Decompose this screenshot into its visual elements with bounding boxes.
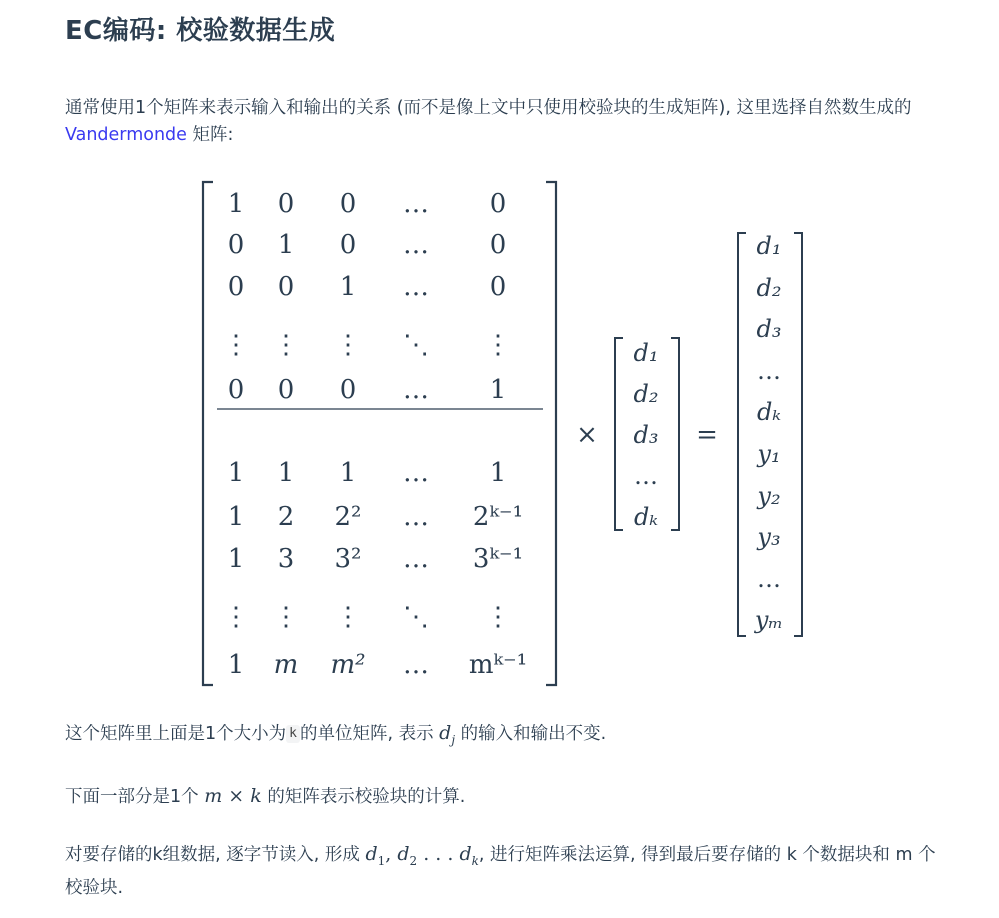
matrix-cell: 2²	[334, 502, 362, 532]
output-vector-left-bracket	[738, 233, 746, 636]
matrix-cell: 1	[227, 189, 245, 219]
matrix-cell: 1	[339, 458, 357, 488]
lower-text-2: 的矩阵表示校验块的计算.	[261, 787, 466, 807]
identity-block	[223, 189, 511, 405]
matrix-cell: ⋮	[485, 602, 511, 632]
matrix-cell: …	[403, 650, 429, 680]
intro-text: 通常使用1个矩阵来表示输入和输出的关系 (而不是像上文中只使用校验块的生成矩阵), 这里选择自然数生成的	[65, 98, 912, 118]
math-d-1: d	[365, 843, 378, 865]
matrix-cell: m²	[330, 650, 366, 680]
matrix-cell: ⋮	[273, 330, 299, 360]
math-dj	[439, 722, 456, 747]
vandermonde-link[interactable]: Vandermonde	[65, 125, 187, 145]
page-title: EC编码: 校验数据生成	[65, 16, 336, 46]
matrix-cell: 0	[339, 375, 357, 405]
matrix-cell: 1	[489, 375, 507, 405]
matrix-cell: 1	[227, 650, 245, 680]
matrix-cell: 3²	[334, 544, 362, 574]
matrix-cell: 0	[277, 189, 295, 219]
output-vector-entry: y₂	[757, 482, 781, 510]
output-vector-entry: yₘ	[754, 606, 784, 634]
matrix-cell: …	[403, 544, 429, 574]
matrix-cell: …	[403, 458, 429, 488]
matrix-cell: 3ᵏ⁻¹	[472, 544, 524, 574]
output-vector-entry: y₃	[757, 523, 781, 551]
matrix-cell: 0	[277, 272, 295, 302]
matrix-cell: ⋮	[273, 602, 299, 632]
matrix-cell: ⋮	[223, 602, 249, 632]
matrix-cell: 1	[489, 458, 507, 488]
big-matrix-left-bracket	[203, 182, 213, 685]
matrix-cell: ⋮	[485, 330, 511, 360]
matrix-cell: 2ᵏ⁻¹	[472, 502, 524, 532]
matrix-cell: 0	[489, 272, 507, 302]
math-sub-j: j	[451, 732, 456, 747]
matrix-cell: …	[403, 502, 429, 532]
matrix-cell: 0	[489, 189, 507, 219]
input-vector	[634, 339, 659, 531]
matrix-cell: 0	[489, 230, 507, 260]
matrix-cell: 0	[227, 230, 245, 260]
output-vector-entry: …	[757, 357, 781, 385]
matrix-cell: ⋱	[403, 602, 429, 632]
input-vector-entry: dₖ	[633, 503, 659, 531]
input-vector-entry: d₁	[633, 339, 659, 367]
math-d1	[365, 843, 386, 868]
math-d: d	[439, 722, 452, 744]
output-vector-entry: d₃	[756, 315, 782, 343]
math-m: m	[204, 785, 223, 807]
matrix-cell: 3	[277, 544, 295, 574]
output-vector-entry: d₂	[756, 274, 782, 302]
vandermonde-block	[223, 458, 527, 680]
output-vector-entry: dₖ	[756, 398, 782, 426]
math-sub-1: 1	[377, 853, 386, 868]
matrix-cell: …	[403, 272, 429, 302]
matrix-cell: 0	[227, 375, 245, 405]
times-sign: ×	[576, 420, 598, 450]
input-vector-right-bracket	[671, 338, 679, 530]
lower-text: 下面一部分是1个	[65, 787, 205, 807]
intro-text-end: 矩阵:	[186, 125, 234, 145]
input-vector-entry: …	[634, 462, 658, 490]
big-matrix-right-bracket	[546, 182, 556, 685]
math-comma: ,	[385, 843, 398, 865]
output-vector	[754, 232, 783, 634]
matrix-cell: 1	[227, 458, 245, 488]
lower-paragraph	[65, 783, 945, 811]
math-d2	[397, 843, 418, 868]
math-sub-2: 2	[409, 853, 418, 868]
matrix-cell: 1	[227, 502, 245, 532]
matrix-cell: …	[403, 230, 429, 260]
store-text: 对要存储的k组数据, 逐字节读入, 形成	[65, 845, 366, 865]
matrix-cell: 0	[339, 189, 357, 219]
output-vector-entry: d₁	[756, 232, 782, 260]
math-dk	[459, 843, 479, 868]
math-k: k	[250, 785, 262, 807]
matrix-cell: 2	[277, 502, 295, 532]
output-vector-entry: y₁	[757, 440, 781, 468]
identity-text: 这个矩阵里上面是1个大小为	[65, 724, 287, 744]
matrix-cell: 0	[227, 272, 245, 302]
matrix-cell: ⋮	[335, 602, 361, 632]
math-d-2: d	[397, 843, 410, 865]
matrix-cell: 1	[339, 272, 357, 302]
identity-text-3: 的输入和输出不变.	[455, 724, 607, 744]
identity-paragraph	[65, 720, 945, 754]
matrix-cell: m	[273, 650, 299, 680]
matrix-cell: 0	[277, 375, 295, 405]
matrix-cell: …	[403, 375, 429, 405]
matrix-cell: ⋮	[335, 330, 361, 360]
matrix-cell: 1	[227, 544, 245, 574]
input-vector-left-bracket	[615, 338, 623, 530]
output-vector-right-bracket	[794, 233, 802, 636]
store-paragraph	[65, 841, 945, 902]
math-d-k: d	[459, 843, 472, 865]
inline-code-k: k	[286, 725, 300, 743]
equals-sign: =	[696, 420, 718, 450]
math-dots: . . .	[417, 843, 460, 865]
store-text-2: , 进行矩阵乘法运算, 得到最后要存储的 k 个数据块和 m 个校验块.	[65, 845, 936, 898]
math-sub-k: k	[471, 853, 479, 868]
matrix-cell: 1	[277, 458, 295, 488]
identity-text-2: 的单位矩阵, 表示	[299, 724, 440, 744]
matrix-cell: mᵏ⁻¹	[468, 650, 528, 680]
matrix-cell: ⋮	[223, 330, 249, 360]
matrix-cell: ⋱	[403, 330, 429, 360]
matrix-cell: 0	[339, 230, 357, 260]
matrix-cell: 1	[277, 230, 295, 260]
math-times: ×	[222, 785, 251, 807]
output-vector-entry: …	[757, 565, 781, 593]
input-vector-entry: d₃	[633, 421, 659, 449]
matrix-cell: …	[403, 189, 429, 219]
input-vector-entry: d₂	[633, 380, 659, 408]
